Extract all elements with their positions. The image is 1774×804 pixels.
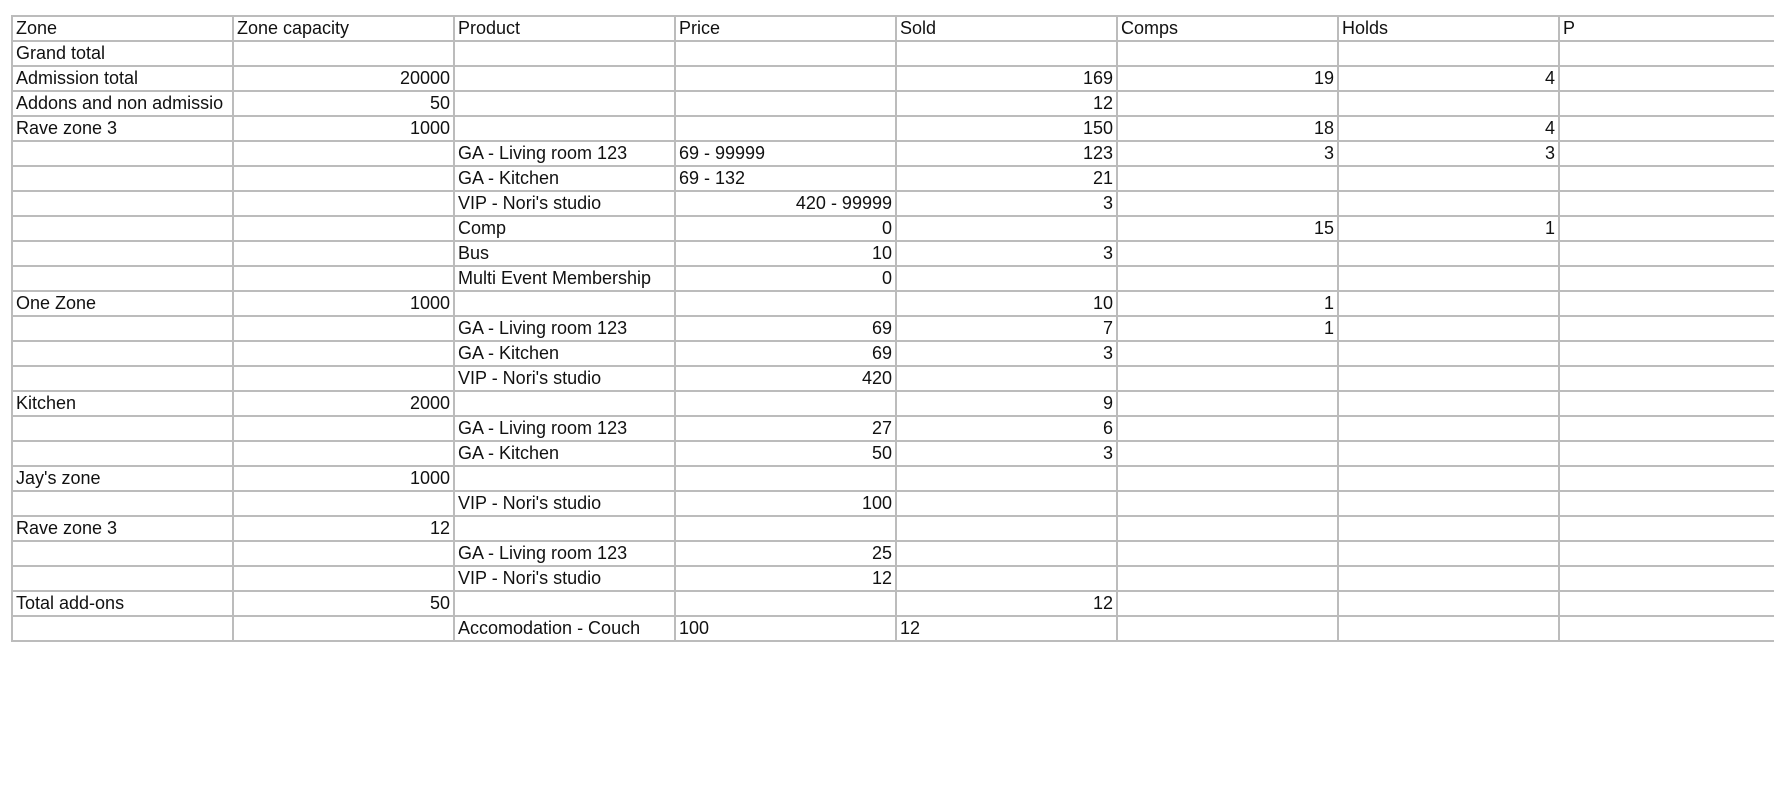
cell-sold[interactable]: 12 (896, 591, 1117, 616)
cell-price[interactable] (675, 591, 896, 616)
cell-comps[interactable] (1117, 566, 1338, 591)
cell-holds[interactable] (1338, 191, 1559, 216)
cell-p[interactable] (1559, 191, 1774, 216)
cell-holds[interactable] (1338, 166, 1559, 191)
table-row (12, 216, 1774, 241)
cell-product[interactable]: GA - Living room 123 (454, 416, 675, 441)
table-row (12, 66, 1774, 91)
cell-price[interactable] (675, 116, 896, 141)
cell-product[interactable]: Accomodation - Couch (454, 616, 675, 641)
cell-p[interactable] (1559, 591, 1774, 616)
cell-p[interactable] (1559, 166, 1774, 191)
cell-zone-capacity[interactable] (233, 416, 454, 441)
cell-holds[interactable] (1338, 291, 1559, 316)
cell-holds[interactable] (1338, 316, 1559, 341)
cell-zone-capacity[interactable]: 1000 (233, 116, 454, 141)
cell-sold[interactable]: 7 (896, 316, 1117, 341)
cell-comps[interactable] (1117, 366, 1338, 391)
cell-product[interactable] (454, 41, 675, 66)
spreadsheet-view (11, 15, 1774, 642)
cell-zone-capacity[interactable]: 1000 (233, 291, 454, 316)
cell-comps[interactable] (1117, 541, 1338, 566)
cell-comps[interactable]: 3 (1117, 141, 1338, 166)
cell-sold[interactable]: 6 (896, 416, 1117, 441)
header-row (12, 16, 1774, 41)
cell-price[interactable] (675, 391, 896, 416)
cell-zone-capacity[interactable] (233, 241, 454, 266)
cell-zone[interactable] (12, 241, 233, 266)
cell-product[interactable]: Multi Event Membership (454, 266, 675, 291)
cell-product[interactable]: VIP - Nori's studio (454, 566, 675, 591)
cell-holds[interactable]: 4 (1338, 66, 1559, 91)
table-row (12, 441, 1774, 466)
column-header-p[interactable]: P (1559, 16, 1774, 41)
cell-price[interactable] (675, 41, 896, 66)
cell-product[interactable] (454, 291, 675, 316)
cell-zone-capacity[interactable] (233, 566, 454, 591)
cell-zone[interactable] (12, 266, 233, 291)
table-row (12, 591, 1774, 616)
cell-product[interactable] (454, 116, 675, 141)
cell-product[interactable]: Comp (454, 216, 675, 241)
table-row (12, 391, 1774, 416)
cell-comps[interactable]: 1 (1117, 316, 1338, 341)
cell-holds[interactable]: 3 (1338, 141, 1559, 166)
cell-p[interactable] (1559, 541, 1774, 566)
cell-sold[interactable]: 9 (896, 391, 1117, 416)
cell-zone[interactable]: Rave zone 3 (12, 116, 233, 141)
column-header-holds[interactable]: Holds (1338, 16, 1559, 41)
cell-comps[interactable] (1117, 416, 1338, 441)
cell-zone[interactable] (12, 141, 233, 166)
cell-sold[interactable] (896, 491, 1117, 516)
cell-p[interactable] (1559, 566, 1774, 591)
cell-p[interactable] (1559, 141, 1774, 166)
cell-comps[interactable] (1117, 591, 1338, 616)
column-header-zone-capacity[interactable]: Zone capacity (233, 16, 454, 41)
cell-zone[interactable]: Grand total (12, 41, 233, 66)
cell-sold[interactable]: 12 (896, 91, 1117, 116)
cell-zone[interactable]: Jay's zone (12, 466, 233, 491)
cell-sold[interactable] (896, 216, 1117, 241)
cell-sold[interactable] (896, 266, 1117, 291)
cell-zone[interactable] (12, 441, 233, 466)
cell-zone[interactable]: One Zone (12, 291, 233, 316)
cell-holds[interactable] (1338, 266, 1559, 291)
cell-p[interactable] (1559, 266, 1774, 291)
cell-zone-capacity[interactable]: 12 (233, 516, 454, 541)
cell-comps[interactable] (1117, 616, 1338, 641)
cell-zone[interactable] (12, 366, 233, 391)
cell-product[interactable]: VIP - Nori's studio (454, 366, 675, 391)
cell-price[interactable] (675, 91, 896, 116)
cell-holds[interactable] (1338, 491, 1559, 516)
cell-price[interactable]: 10 (675, 241, 896, 266)
cell-product[interactable]: GA - Kitchen (454, 341, 675, 366)
cell-price[interactable]: 69 - 99999 (675, 141, 896, 166)
cell-price[interactable]: 0 (675, 216, 896, 241)
table-row (12, 516, 1774, 541)
cell-price[interactable]: 0 (675, 266, 896, 291)
cell-holds[interactable] (1338, 366, 1559, 391)
cell-zone-capacity[interactable] (233, 41, 454, 66)
cell-price[interactable] (675, 66, 896, 91)
cell-comps[interactable]: 19 (1117, 66, 1338, 91)
cell-holds[interactable] (1338, 341, 1559, 366)
cell-zone[interactable]: Admission total (12, 66, 233, 91)
cell-holds[interactable] (1338, 466, 1559, 491)
cell-p[interactable] (1559, 491, 1774, 516)
cell-zone[interactable] (12, 341, 233, 366)
cell-p[interactable] (1559, 41, 1774, 66)
cell-holds[interactable]: 4 (1338, 116, 1559, 141)
cell-p[interactable] (1559, 316, 1774, 341)
column-header-sold[interactable]: Sold (896, 16, 1117, 41)
cell-price[interactable]: 100 (675, 491, 896, 516)
cell-sold[interactable]: 123 (896, 141, 1117, 166)
cell-zone-capacity[interactable]: 50 (233, 91, 454, 116)
cell-zone[interactable] (12, 566, 233, 591)
cell-holds[interactable] (1338, 41, 1559, 66)
cell-holds[interactable] (1338, 616, 1559, 641)
table-row (12, 266, 1774, 291)
cell-zone[interactable]: Total add-ons (12, 591, 233, 616)
cell-zone-capacity[interactable] (233, 616, 454, 641)
cell-sold[interactable] (896, 566, 1117, 591)
cell-zone-capacity[interactable] (233, 341, 454, 366)
cell-price[interactable]: 69 (675, 341, 896, 366)
cell-sold[interactable]: 21 (896, 166, 1117, 191)
column-header-comps[interactable]: Comps (1117, 16, 1338, 41)
cell-zone[interactable] (12, 166, 233, 191)
cell-product[interactable]: GA - Kitchen (454, 441, 675, 466)
column-header-product[interactable]: Product (454, 16, 675, 41)
cell-p[interactable] (1559, 466, 1774, 491)
cell-price[interactable]: 12 (675, 566, 896, 591)
cell-zone[interactable] (12, 541, 233, 566)
cell-price[interactable]: 50 (675, 441, 896, 466)
table-row (12, 616, 1774, 641)
cell-zone-capacity[interactable] (233, 216, 454, 241)
cell-comps[interactable] (1117, 91, 1338, 116)
cell-comps[interactable] (1117, 441, 1338, 466)
cell-zone[interactable] (12, 316, 233, 341)
cell-product[interactable] (454, 466, 675, 491)
cell-zone[interactable] (12, 216, 233, 241)
cell-zone-capacity[interactable] (233, 266, 454, 291)
table-row (12, 116, 1774, 141)
cell-comps[interactable] (1117, 491, 1338, 516)
cell-sold[interactable]: 12 (896, 616, 1117, 641)
cell-zone-capacity[interactable]: 2000 (233, 391, 454, 416)
cell-holds[interactable] (1338, 91, 1559, 116)
cell-price[interactable]: 27 (675, 416, 896, 441)
table-row (12, 416, 1774, 441)
cell-price[interactable]: 69 (675, 316, 896, 341)
cell-holds[interactable] (1338, 241, 1559, 266)
cell-comps[interactable] (1117, 166, 1338, 191)
cell-price[interactable] (675, 466, 896, 491)
cell-comps[interactable] (1117, 41, 1338, 66)
table-row (12, 166, 1774, 191)
cell-holds[interactable] (1338, 391, 1559, 416)
cell-product[interactable]: VIP - Nori's studio (454, 191, 675, 216)
cell-sold[interactable] (896, 41, 1117, 66)
table-row (12, 341, 1774, 366)
cell-sold[interactable]: 3 (896, 341, 1117, 366)
table-row (12, 316, 1774, 341)
table-row (12, 91, 1774, 116)
cell-p[interactable] (1559, 241, 1774, 266)
table-row (12, 191, 1774, 216)
cell-comps[interactable]: 18 (1117, 116, 1338, 141)
cell-p[interactable] (1559, 291, 1774, 316)
cell-p[interactable] (1559, 341, 1774, 366)
cell-p[interactable] (1559, 216, 1774, 241)
cell-p[interactable] (1559, 116, 1774, 141)
cell-comps[interactable] (1117, 391, 1338, 416)
cell-zone-capacity[interactable] (233, 141, 454, 166)
cell-zone[interactable] (12, 491, 233, 516)
table-row (12, 541, 1774, 566)
cell-zone-capacity[interactable] (233, 166, 454, 191)
table-row (12, 491, 1774, 516)
cell-comps[interactable] (1117, 516, 1338, 541)
cell-holds[interactable] (1338, 516, 1559, 541)
cell-zone-capacity[interactable] (233, 441, 454, 466)
cell-zone-capacity[interactable]: 1000 (233, 466, 454, 491)
cell-product[interactable] (454, 391, 675, 416)
cell-sold[interactable]: 150 (896, 116, 1117, 141)
column-header-price[interactable]: Price (675, 16, 896, 41)
cell-zone[interactable]: Kitchen (12, 391, 233, 416)
cell-sold[interactable] (896, 466, 1117, 491)
cell-zone[interactable] (12, 416, 233, 441)
table-row (12, 291, 1774, 316)
cell-holds[interactable] (1338, 541, 1559, 566)
cell-sold[interactable]: 10 (896, 291, 1117, 316)
cell-comps[interactable] (1117, 341, 1338, 366)
table-row (12, 141, 1774, 166)
cell-zone[interactable]: Rave zone 3 (12, 516, 233, 541)
cell-sold[interactable]: 3 (896, 191, 1117, 216)
cell-product[interactable]: GA - Kitchen (454, 166, 675, 191)
cell-comps[interactable]: 1 (1117, 291, 1338, 316)
cell-holds[interactable] (1338, 591, 1559, 616)
cell-price[interactable]: 420 - 99999 (675, 191, 896, 216)
table-row (12, 241, 1774, 266)
cell-price[interactable]: 69 - 132 (675, 166, 896, 191)
cell-product[interactable]: Bus (454, 241, 675, 266)
cell-sold[interactable]: 3 (896, 441, 1117, 466)
cell-zone-capacity[interactable] (233, 191, 454, 216)
cell-price[interactable] (675, 516, 896, 541)
cell-comps[interactable] (1117, 466, 1338, 491)
cell-zone-capacity[interactable] (233, 491, 454, 516)
cell-holds[interactable] (1338, 416, 1559, 441)
cell-p[interactable] (1559, 366, 1774, 391)
cell-sold[interactable] (896, 366, 1117, 391)
cell-product[interactable] (454, 591, 675, 616)
cell-sold[interactable] (896, 541, 1117, 566)
cell-sold[interactable] (896, 516, 1117, 541)
table-row (12, 566, 1774, 591)
table-row (12, 41, 1774, 66)
cell-p[interactable] (1559, 516, 1774, 541)
cell-price[interactable]: 420 (675, 366, 896, 391)
cell-zone-capacity[interactable]: 20000 (233, 66, 454, 91)
cell-zone[interactable]: Addons and non admissio (12, 91, 233, 116)
cell-product[interactable]: GA - Living room 123 (454, 316, 675, 341)
cell-comps[interactable] (1117, 241, 1338, 266)
cell-zone[interactable] (12, 191, 233, 216)
cell-p[interactable] (1559, 441, 1774, 466)
cell-zone-capacity[interactable] (233, 316, 454, 341)
cell-holds[interactable] (1338, 566, 1559, 591)
table-row (12, 366, 1774, 391)
cell-product[interactable] (454, 516, 675, 541)
cell-zone-capacity[interactable] (233, 541, 454, 566)
sales-table (11, 15, 1774, 642)
cell-p[interactable] (1559, 616, 1774, 641)
cell-zone-capacity[interactable] (233, 366, 454, 391)
cell-p[interactable] (1559, 66, 1774, 91)
cell-comps[interactable] (1117, 191, 1338, 216)
cell-zone[interactable] (12, 616, 233, 641)
cell-comps[interactable] (1117, 266, 1338, 291)
cell-p[interactable] (1559, 416, 1774, 441)
cell-sold[interactable]: 169 (896, 66, 1117, 91)
cell-price[interactable]: 100 (675, 616, 896, 641)
cell-price[interactable] (675, 291, 896, 316)
table-row (12, 466, 1774, 491)
cell-product[interactable] (454, 91, 675, 116)
cell-holds[interactable]: 1 (1338, 216, 1559, 241)
cell-price[interactable]: 25 (675, 541, 896, 566)
cell-product[interactable]: GA - Living room 123 (454, 541, 675, 566)
cell-product[interactable]: GA - Living room 123 (454, 141, 675, 166)
cell-holds[interactable] (1338, 441, 1559, 466)
cell-zone-capacity[interactable]: 50 (233, 591, 454, 616)
cell-product[interactable]: VIP - Nori's studio (454, 491, 675, 516)
cell-product[interactable] (454, 66, 675, 91)
cell-p[interactable] (1559, 391, 1774, 416)
cell-sold[interactable]: 3 (896, 241, 1117, 266)
cell-p[interactable] (1559, 91, 1774, 116)
cell-comps[interactable]: 15 (1117, 216, 1338, 241)
column-header-zone[interactable]: Zone (12, 16, 233, 41)
